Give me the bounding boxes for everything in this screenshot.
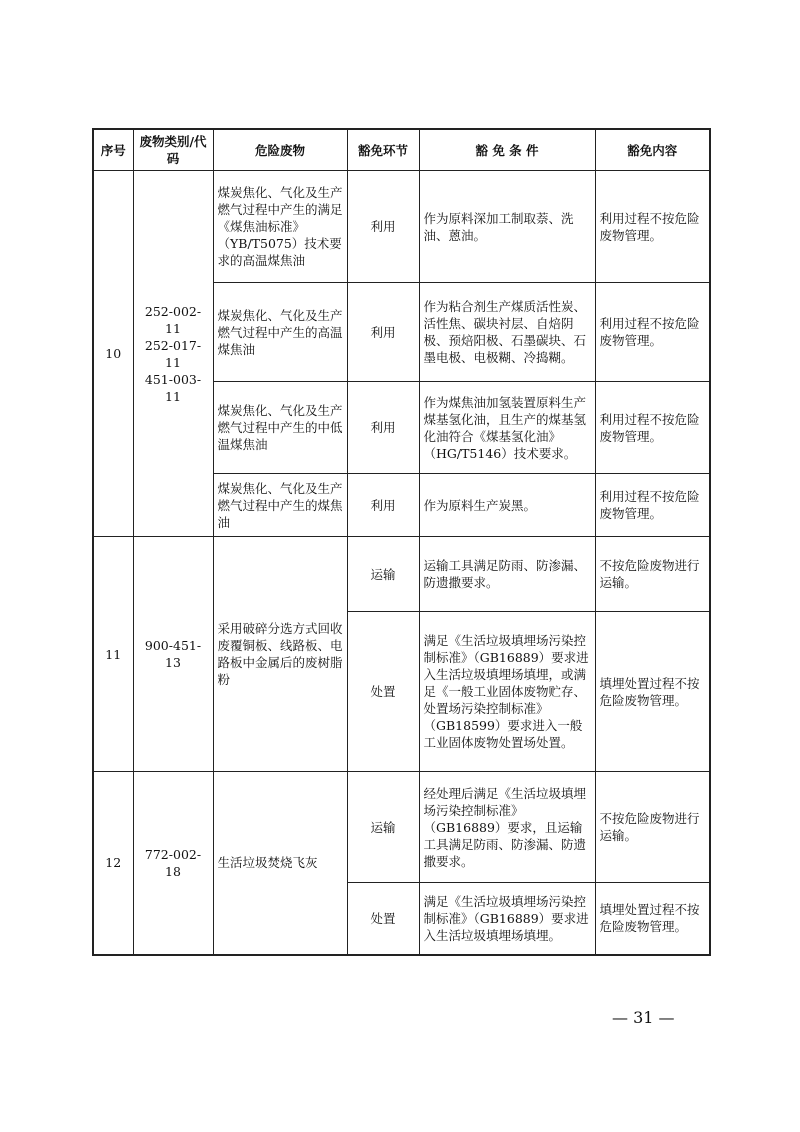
header-condition: 豁 免 条 件 <box>419 129 595 171</box>
row-12-code: 772-002-18 <box>133 772 213 955</box>
page-number: — 31 — <box>612 1008 675 1027</box>
table-header-row <box>93 129 710 171</box>
table-row <box>93 537 710 612</box>
header-code: 废物类别/代码 <box>133 129 213 171</box>
content-cell: 不按危险废物进行运输。 <box>595 772 710 883</box>
waste-cell: 煤炭焦化、气化及生产燃气过程中产生的中低温煤焦油 <box>213 382 347 474</box>
stage-cell: 处置 <box>347 612 419 772</box>
table-row <box>93 772 710 883</box>
table-row <box>93 171 710 283</box>
condition-cell: 作为原料深加工制取萘、洗油、蒽油。 <box>419 171 595 283</box>
row-10-codes <box>133 171 213 537</box>
stage-cell: 利用 <box>347 474 419 537</box>
header-seq: 序号 <box>93 129 133 171</box>
content-cell: 利用过程不按危险废物管理。 <box>595 474 710 537</box>
condition-cell: 满足《生活垃圾填埋场污染控制标准》（GB16889）要求进入生活垃圾填埋场填埋。 <box>419 883 595 955</box>
code-line: 451-003-11 <box>144 371 202 404</box>
content-cell: 填埋处置过程不按危险废物管理。 <box>595 883 710 955</box>
stage-cell: 运输 <box>347 772 419 883</box>
condition-cell: 满足《生活垃圾填埋场污染控制标准》（GB16889）要求进入生活垃圾填埋场填埋，或满足《一般工业固体废物贮存、处置场污染控制标准》（GB18599）要求进入一般工业固体废物处置场处置。 <box>419 612 595 772</box>
row-10-seq: 10 <box>93 171 133 537</box>
waste-cell: 采用破碎分选方式回收废覆铜板、线路板、电路板中金属后的废树脂粉 <box>213 537 347 772</box>
code-line: 252-002-11 <box>144 303 202 336</box>
condition-cell: 作为煤焦油加氢装置原料生产煤基氢化油，且生产的煤基氢化油符合《煤基氢化油》（HG/T5146）技术要求。 <box>419 382 595 474</box>
content-cell: 利用过程不按危险废物管理。 <box>595 382 710 474</box>
waste-cell: 煤炭焦化、气化及生产燃气过程中产生的满足《煤焦油标准》（YB/T5075）技术要求的高温煤焦油 <box>213 171 347 283</box>
content-cell: 利用过程不按危险废物管理。 <box>595 283 710 382</box>
row-11-seq: 11 <box>93 537 133 772</box>
waste-cell: 生活垃圾焚烧飞灰 <box>213 772 347 955</box>
content-cell: 不按危险废物进行运输。 <box>595 537 710 612</box>
content-cell: 利用过程不按危险废物管理。 <box>595 171 710 283</box>
content-cell: 填埋处置过程不按危险废物管理。 <box>595 612 710 772</box>
waste-cell: 煤炭焦化、气化及生产燃气过程中产生的高温煤焦油 <box>213 283 347 382</box>
stage-cell: 利用 <box>347 283 419 382</box>
stage-cell: 运输 <box>347 537 419 612</box>
header-waste: 危险废物 <box>213 129 347 171</box>
waste-cell: 煤炭焦化、气化及生产燃气过程中产生的煤焦油 <box>213 474 347 537</box>
stage-cell: 利用 <box>347 171 419 283</box>
stage-cell: 利用 <box>347 382 419 474</box>
stage-cell: 处置 <box>347 883 419 955</box>
condition-cell: 作为粘合剂生产煤质活性炭、活性焦、碳块衬层、自焙阴极、预焙阳极、石墨碳块、石墨电极、电极糊、冷捣糊。 <box>419 283 595 382</box>
condition-cell: 经处理后满足《生活垃圾填埋场污染控制标准》（GB16889）要求，且运输工具满足防雨、防渗漏、防遗撒要求。 <box>419 772 595 883</box>
header-content: 豁免内容 <box>595 129 710 171</box>
exemption-table <box>92 128 711 956</box>
condition-cell: 作为原料生产炭黑。 <box>419 474 595 537</box>
row-12-seq: 12 <box>93 772 133 955</box>
row-11-code: 900-451-13 <box>133 537 213 772</box>
code-line: 252-017-11 <box>144 337 202 370</box>
header-stage: 豁免环节 <box>347 129 419 171</box>
condition-cell: 运输工具满足防雨、防渗漏、防遗撒要求。 <box>419 537 595 612</box>
